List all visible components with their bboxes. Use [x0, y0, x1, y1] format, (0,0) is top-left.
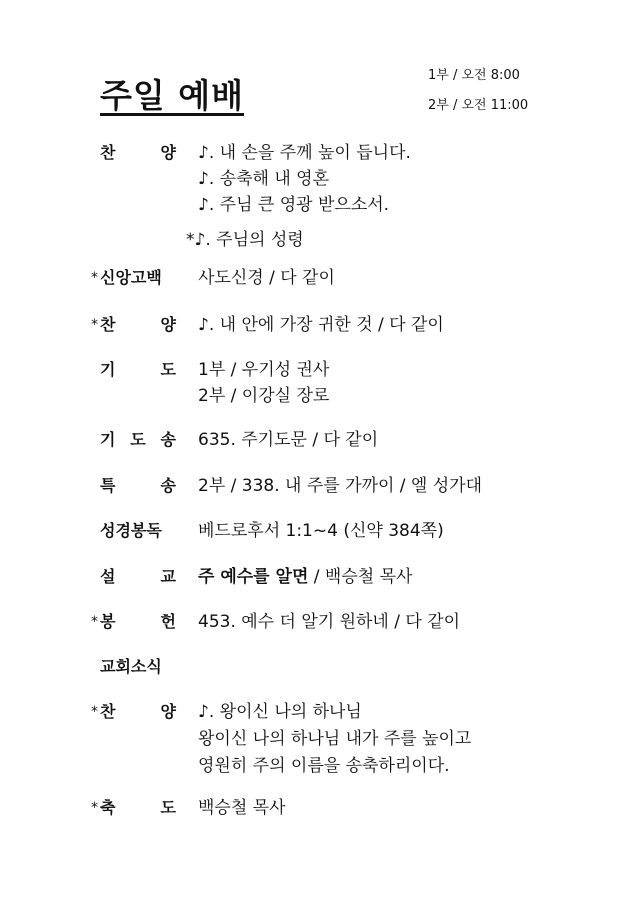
stand-marker: *	[91, 317, 98, 333]
item-label: * 신앙고백	[86, 266, 176, 290]
item-label: 설 교	[100, 567, 176, 586]
item-content: 사도신경 / 다 같이	[198, 268, 335, 288]
item-label: * 봉 헌	[86, 610, 176, 634]
sermon-title: 주 예수를 알면	[198, 567, 309, 587]
service-time-1: 1부 / 오전 8:00	[428, 68, 520, 83]
item-label: 기 도	[100, 360, 176, 379]
item-label: * 찬 양	[86, 313, 176, 337]
item-label: 찬 양	[100, 143, 176, 162]
item-label: * 찬 양	[86, 700, 176, 724]
service-times	[428, 68, 528, 128]
item-content: 백승철 목사	[198, 798, 286, 818]
item-content: 635. 주기도문 / 다 같이	[198, 430, 379, 450]
service-time-2: 2부 / 오전 11:00	[428, 98, 529, 113]
hymn-line: ♪. 내 손을 주께 높이 듭니다.	[198, 143, 411, 163]
stand-marker: *	[91, 614, 98, 630]
item-content: ♪. 내 안에 가장 귀한 것 / 다 같이	[198, 315, 444, 335]
item-label: 교회소식	[100, 657, 162, 676]
item-label: 성경봉독	[100, 521, 162, 540]
item-content	[186, 141, 411, 252]
item-content	[198, 565, 412, 589]
stand-marker: *	[91, 270, 98, 286]
hymn-line: *♪. 주님의 성령	[186, 230, 304, 250]
item-content: ♪. 왕이신 나의 하나님 왕이신 나의 하나님 내가 주를 높이고 영원히 주의 이름을 송축하리이다.	[198, 702, 472, 776]
page-title: 주일 예배	[100, 76, 245, 115]
stand-marker: *	[91, 704, 98, 720]
hymn-line: ♪. 주님 큰 영광 받으소서.	[198, 195, 390, 215]
sermon-preacher: / 백승철 목사	[308, 567, 413, 587]
item-content: 1부 / 우기성 권사 2부 / 이강실 장로	[198, 360, 330, 406]
hymn-line: ♪. 송축해 내 영혼	[198, 169, 329, 189]
item-label: 기 도 송	[100, 430, 176, 449]
item-label: 특 송	[100, 476, 176, 495]
item-label: * 축 도	[86, 796, 176, 820]
item-content: 베드로후서 1:1~4 (신약 384쪽)	[198, 521, 444, 541]
item-content: 453. 예수 더 알기 원하네 / 다 같이	[198, 612, 461, 632]
stand-marker: *	[91, 800, 98, 816]
item-content: 2부 / 338. 내 주를 가까이 / 엘 성가대	[198, 476, 482, 496]
